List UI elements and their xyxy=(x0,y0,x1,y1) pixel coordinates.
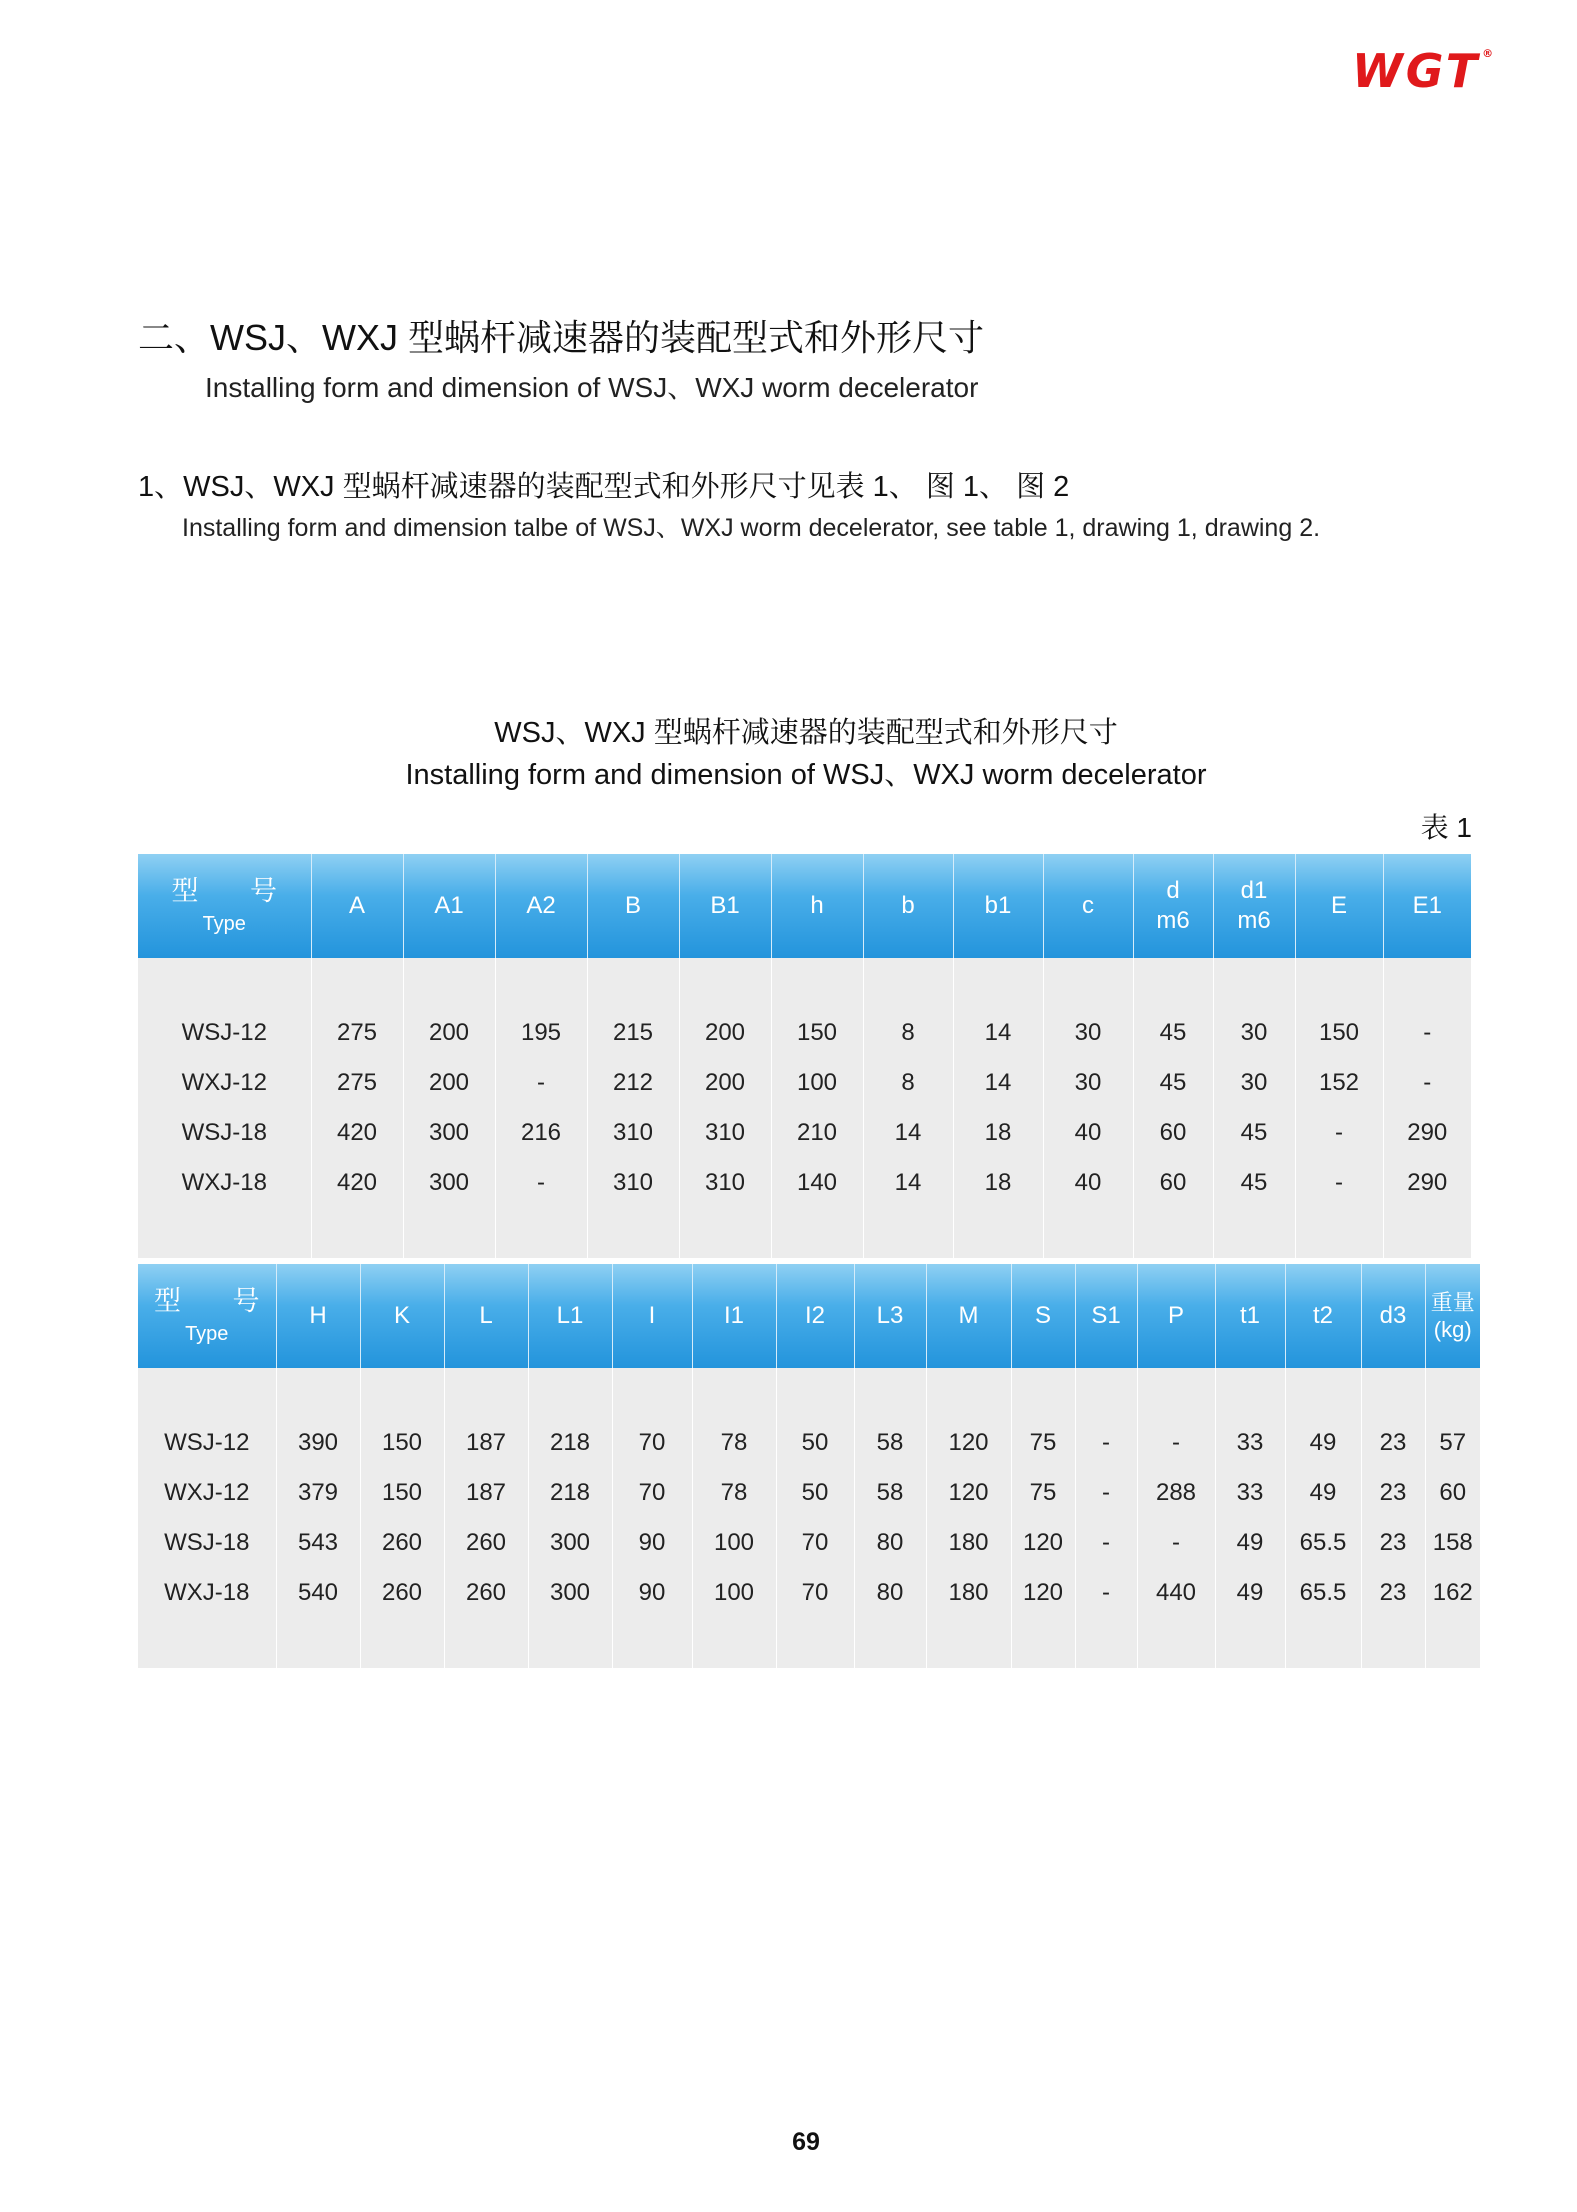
table-cell: - xyxy=(1383,1008,1471,1058)
spacer-cell xyxy=(854,1618,926,1668)
spacer-cell xyxy=(276,1368,360,1418)
spacer-cell xyxy=(1361,1368,1425,1418)
spacer-cell xyxy=(138,1368,276,1418)
table-cell: 18 xyxy=(953,1108,1043,1158)
table-cell: 57 xyxy=(1425,1418,1480,1468)
table-cell: 150 xyxy=(771,1008,863,1058)
spacer-cell xyxy=(1383,1208,1471,1258)
table-cell: 158 xyxy=(1425,1518,1480,1568)
header-cell: A2 xyxy=(495,854,587,958)
row-type-cell: WXJ-12 xyxy=(138,1058,311,1108)
spacer-cell xyxy=(953,958,1043,1008)
spacer-cell xyxy=(138,958,311,1008)
header-cell: t1 xyxy=(1215,1264,1285,1368)
table-cell: 49 xyxy=(1285,1468,1361,1518)
header-cell: B1 xyxy=(679,854,771,958)
spacer-cell xyxy=(1075,1368,1137,1418)
page-number: 69 xyxy=(792,2128,820,2156)
dimension-table-2 xyxy=(138,1264,1480,1668)
row-type-cell: WSJ-18 xyxy=(138,1518,276,1568)
table-cell: - xyxy=(1137,1518,1215,1568)
spacer-cell xyxy=(587,958,679,1008)
table-cell: - xyxy=(1295,1108,1383,1158)
header-cell: d m6 xyxy=(1133,854,1213,958)
table-cell: 30 xyxy=(1213,1008,1295,1058)
table-cell: 40 xyxy=(1043,1108,1133,1158)
table-cell: 78 xyxy=(692,1418,776,1468)
table-cell: 310 xyxy=(587,1108,679,1158)
table-cell: 162 xyxy=(1425,1568,1480,1618)
section-title-en: Installing form and dimension of WSJ、WXJ worm decelerator xyxy=(205,372,979,403)
table-cell: 58 xyxy=(854,1418,926,1468)
table-header-row xyxy=(138,1264,1480,1368)
table-number: 表 1 xyxy=(1420,812,1472,843)
table-spacer-row xyxy=(138,1208,1471,1258)
table-cell: 23 xyxy=(1361,1418,1425,1468)
table-cell: - xyxy=(495,1158,587,1208)
table-cell: 23 xyxy=(1361,1468,1425,1518)
header-cell: L1 xyxy=(528,1264,612,1368)
header-cell: A1 xyxy=(403,854,495,958)
table-cell: - xyxy=(1295,1158,1383,1208)
spacer-cell xyxy=(679,958,771,1008)
table-cell: 100 xyxy=(692,1568,776,1618)
table-cell: 49 xyxy=(1215,1518,1285,1568)
table-cell: 14 xyxy=(863,1108,953,1158)
table-cell: 120 xyxy=(1011,1568,1075,1618)
table-cell: 290 xyxy=(1383,1108,1471,1158)
table-row xyxy=(138,1108,1471,1158)
table-cell: 49 xyxy=(1215,1568,1285,1618)
header-cell: b1 xyxy=(953,854,1043,958)
table-cell: 120 xyxy=(926,1468,1011,1518)
table-cell: 300 xyxy=(528,1518,612,1568)
spacer-cell xyxy=(926,1368,1011,1418)
spacer-cell xyxy=(1295,1208,1383,1258)
table-cell: 70 xyxy=(776,1568,854,1618)
table-cell: 60 xyxy=(1133,1108,1213,1158)
header-cell: K xyxy=(360,1264,444,1368)
spacer-cell xyxy=(1133,1208,1213,1258)
header-cell: I xyxy=(612,1264,692,1368)
table-cell: 33 xyxy=(1215,1418,1285,1468)
table-cell: 120 xyxy=(926,1418,1011,1468)
spacer-cell xyxy=(771,958,863,1008)
table-cell: 30 xyxy=(1043,1058,1133,1108)
table-cell: 100 xyxy=(692,1518,776,1568)
table-cell: 187 xyxy=(444,1418,528,1468)
table-cell: 80 xyxy=(854,1518,926,1568)
header-cell: b xyxy=(863,854,953,958)
header-cell: c xyxy=(1043,854,1133,958)
spacer-cell xyxy=(444,1368,528,1418)
table-cell: 187 xyxy=(444,1468,528,1518)
header-weight: 重量 (kg) xyxy=(1425,1264,1480,1368)
row-type-cell: WSJ-18 xyxy=(138,1108,311,1158)
header-cell: L xyxy=(444,1264,528,1368)
header-cell: d1 m6 xyxy=(1213,854,1295,958)
spacer-cell xyxy=(138,1618,276,1668)
table-cell: 150 xyxy=(360,1468,444,1518)
spacer-cell xyxy=(1043,958,1133,1008)
table-cell: 18 xyxy=(953,1158,1043,1208)
table-cell: 200 xyxy=(403,1008,495,1058)
table-cell: 50 xyxy=(776,1468,854,1518)
table-cell: 23 xyxy=(1361,1568,1425,1618)
spacer-cell xyxy=(1295,958,1383,1008)
header-cell: B xyxy=(587,854,679,958)
table-cell: 180 xyxy=(926,1518,1011,1568)
spacer-cell xyxy=(776,1368,854,1418)
table-cell: - xyxy=(1075,1468,1137,1518)
spacer-cell xyxy=(612,1618,692,1668)
table-cell: 540 xyxy=(276,1568,360,1618)
table-cell: 75 xyxy=(1011,1418,1075,1468)
spacer-cell xyxy=(495,1208,587,1258)
table-cell: 300 xyxy=(528,1568,612,1618)
table-cell: 200 xyxy=(679,1008,771,1058)
table-cell: - xyxy=(1383,1058,1471,1108)
table-cell: 288 xyxy=(1137,1468,1215,1518)
table-cell: 379 xyxy=(276,1468,360,1518)
table-cell: 200 xyxy=(403,1058,495,1108)
table-cell: 310 xyxy=(587,1158,679,1208)
spacer-cell xyxy=(953,1208,1043,1258)
spacer-cell xyxy=(444,1618,528,1668)
spacer-cell xyxy=(1425,1368,1480,1418)
table-cell: 30 xyxy=(1043,1008,1133,1058)
header-cell: h xyxy=(771,854,863,958)
table-cell: 300 xyxy=(403,1158,495,1208)
table-cell: 58 xyxy=(854,1468,926,1518)
table-cell: 310 xyxy=(679,1108,771,1158)
row-type-cell: WXJ-18 xyxy=(138,1568,276,1618)
table-cell: 300 xyxy=(403,1108,495,1158)
table-cell: 210 xyxy=(771,1108,863,1158)
table-cell: 218 xyxy=(528,1418,612,1468)
table-caption-zh: WSJ、WXJ 型蜗杆减速器的装配型式和外形尺寸 xyxy=(494,717,1118,749)
table-cell: - xyxy=(1075,1418,1137,1468)
spacer-cell xyxy=(854,1368,926,1418)
table-cell: - xyxy=(1137,1418,1215,1468)
table-cell: 150 xyxy=(1295,1008,1383,1058)
table-cell: 30 xyxy=(1213,1058,1295,1108)
header-cell: S xyxy=(1011,1264,1075,1368)
table-cell: 45 xyxy=(1213,1158,1295,1208)
table-cell: 70 xyxy=(612,1468,692,1518)
spacer-cell xyxy=(1075,1618,1137,1668)
table-row xyxy=(138,1468,1480,1518)
spacer-cell xyxy=(528,1618,612,1668)
table-cell: 195 xyxy=(495,1008,587,1058)
table-cell: 14 xyxy=(863,1158,953,1208)
table-cell: 60 xyxy=(1133,1158,1213,1208)
table-cell: 90 xyxy=(612,1568,692,1618)
spacer-cell xyxy=(1215,1368,1285,1418)
table-cell: 215 xyxy=(587,1008,679,1058)
spacer-cell xyxy=(1361,1618,1425,1668)
table-cell: 310 xyxy=(679,1158,771,1208)
table-cell: 420 xyxy=(311,1108,403,1158)
table-cell: 8 xyxy=(863,1008,953,1058)
table-cell: 120 xyxy=(1011,1518,1075,1568)
table-cell: 440 xyxy=(1137,1568,1215,1618)
spacer-cell xyxy=(1043,1208,1133,1258)
spacer-cell xyxy=(679,1208,771,1258)
table-cell: 45 xyxy=(1133,1008,1213,1058)
table-cell: 65.5 xyxy=(1285,1568,1361,1618)
table-header-row xyxy=(138,854,1471,958)
table-row xyxy=(138,1518,1480,1568)
header-cell: t2 xyxy=(1285,1264,1361,1368)
row-type-cell: WXJ-18 xyxy=(138,1158,311,1208)
spacer-cell xyxy=(1011,1618,1075,1668)
table-cell: 75 xyxy=(1011,1468,1075,1518)
table-cell: 216 xyxy=(495,1108,587,1158)
spacer-cell xyxy=(1137,1368,1215,1418)
table-spacer-row xyxy=(138,1368,1480,1418)
table-cell: 70 xyxy=(612,1418,692,1468)
table-cell: 543 xyxy=(276,1518,360,1568)
table-cell: 290 xyxy=(1383,1158,1471,1208)
header-cell: I1 xyxy=(692,1264,776,1368)
header-cell: A xyxy=(311,854,403,958)
spacer-cell xyxy=(692,1368,776,1418)
table-cell: 78 xyxy=(692,1468,776,1518)
spacer-cell xyxy=(1213,958,1295,1008)
table-row xyxy=(138,1418,1480,1468)
table-cell: 390 xyxy=(276,1418,360,1468)
table-cell: - xyxy=(495,1058,587,1108)
header-cell: M xyxy=(926,1264,1011,1368)
table-cell: 45 xyxy=(1133,1058,1213,1108)
table-row xyxy=(138,1008,1471,1058)
spacer-cell xyxy=(403,958,495,1008)
subsection-title-en: Installing form and dimension talbe of WSJ、WXJ worm decelerator, see table 1, drawing 1, drawing 2. xyxy=(182,514,1321,542)
spacer-cell xyxy=(863,1208,953,1258)
spacer-cell xyxy=(1011,1368,1075,1418)
spacer-cell xyxy=(403,1208,495,1258)
spacer-cell xyxy=(311,1208,403,1258)
spacer-cell xyxy=(138,1208,311,1258)
spacer-cell xyxy=(360,1618,444,1668)
table-cell: 23 xyxy=(1361,1518,1425,1568)
spacer-cell xyxy=(1383,958,1471,1008)
spacer-cell xyxy=(1137,1618,1215,1668)
spacer-cell xyxy=(1425,1618,1480,1668)
row-type-cell: WSJ-12 xyxy=(138,1418,276,1468)
spacer-cell xyxy=(1285,1618,1361,1668)
table-cell: 150 xyxy=(360,1418,444,1468)
spacer-cell xyxy=(1213,1208,1295,1258)
table-cell: 212 xyxy=(587,1058,679,1108)
table-cell: 152 xyxy=(1295,1058,1383,1108)
section-title-zh: 二、WSJ、WXJ 型蜗杆减速器的装配型式和外形尺寸 xyxy=(138,317,984,358)
spacer-cell xyxy=(587,1208,679,1258)
spacer-cell xyxy=(863,958,953,1008)
table-cell: 14 xyxy=(953,1058,1043,1108)
table-cell: 420 xyxy=(311,1158,403,1208)
spacer-cell xyxy=(1215,1618,1285,1668)
table-cell: 218 xyxy=(528,1468,612,1518)
table-cell: 140 xyxy=(771,1158,863,1208)
table-cell: - xyxy=(1075,1568,1137,1618)
dimension-table-1 xyxy=(138,854,1471,1258)
spacer-cell xyxy=(776,1618,854,1668)
header-cell: d3 xyxy=(1361,1264,1425,1368)
table-cell: 80 xyxy=(854,1568,926,1618)
table-cell: 260 xyxy=(444,1518,528,1568)
row-type-cell: WSJ-12 xyxy=(138,1008,311,1058)
table-spacer-row xyxy=(138,958,1471,1008)
table-cell: 100 xyxy=(771,1058,863,1108)
spacer-cell xyxy=(926,1618,1011,1668)
table-cell: 275 xyxy=(311,1008,403,1058)
table-row xyxy=(138,1568,1480,1618)
header-cell: L3 xyxy=(854,1264,926,1368)
table-cell: 70 xyxy=(776,1518,854,1568)
subsection-title-zh: 1、WSJ、WXJ 型蜗杆减速器的装配型式和外形尺寸见表 1、 图 1、 图 2 xyxy=(138,471,1070,503)
spacer-cell xyxy=(692,1618,776,1668)
table-cell: 8 xyxy=(863,1058,953,1108)
row-type-cell: WXJ-12 xyxy=(138,1468,276,1518)
header-type: 型 号 Type xyxy=(138,1264,276,1368)
table-cell: 260 xyxy=(360,1568,444,1618)
table-cell: 33 xyxy=(1215,1468,1285,1518)
header-type: 型 号 Type xyxy=(138,854,311,958)
header-cell: H xyxy=(276,1264,360,1368)
spacer-cell xyxy=(612,1368,692,1418)
spacer-cell xyxy=(528,1368,612,1418)
table-row xyxy=(138,1158,1471,1208)
table-caption-en: Installing form and dimension of WSJ、WXJ worm decelerator xyxy=(405,759,1207,791)
table-cell: 260 xyxy=(444,1568,528,1618)
header-cell: E1 xyxy=(1383,854,1471,958)
spacer-cell xyxy=(360,1368,444,1418)
table-spacer-row xyxy=(138,1618,1480,1668)
table-cell: 60 xyxy=(1425,1468,1480,1518)
header-cell: E xyxy=(1295,854,1383,958)
table-cell: 180 xyxy=(926,1568,1011,1618)
spacer-cell xyxy=(771,1208,863,1258)
table-cell: 14 xyxy=(953,1008,1043,1058)
table-cell: 275 xyxy=(311,1058,403,1108)
table-cell: 45 xyxy=(1213,1108,1295,1158)
spacer-cell xyxy=(1133,958,1213,1008)
header-cell: S1 xyxy=(1075,1264,1137,1368)
table-cell: 40 xyxy=(1043,1158,1133,1208)
table-cell: 65.5 xyxy=(1285,1518,1361,1568)
table-cell: - xyxy=(1075,1518,1137,1568)
header-cell: I2 xyxy=(776,1264,854,1368)
spacer-cell xyxy=(276,1618,360,1668)
spacer-cell xyxy=(311,958,403,1008)
wgt-logo: WGT ® xyxy=(1352,44,1497,98)
spacer-cell xyxy=(495,958,587,1008)
table-cell: 200 xyxy=(679,1058,771,1108)
table-row xyxy=(138,1058,1471,1108)
table-cell: 90 xyxy=(612,1518,692,1568)
table-cell: 50 xyxy=(776,1418,854,1468)
header-cell: P xyxy=(1137,1264,1215,1368)
spacer-cell xyxy=(1285,1368,1361,1418)
table-cell: 260 xyxy=(360,1518,444,1568)
table-cell: 49 xyxy=(1285,1418,1361,1468)
